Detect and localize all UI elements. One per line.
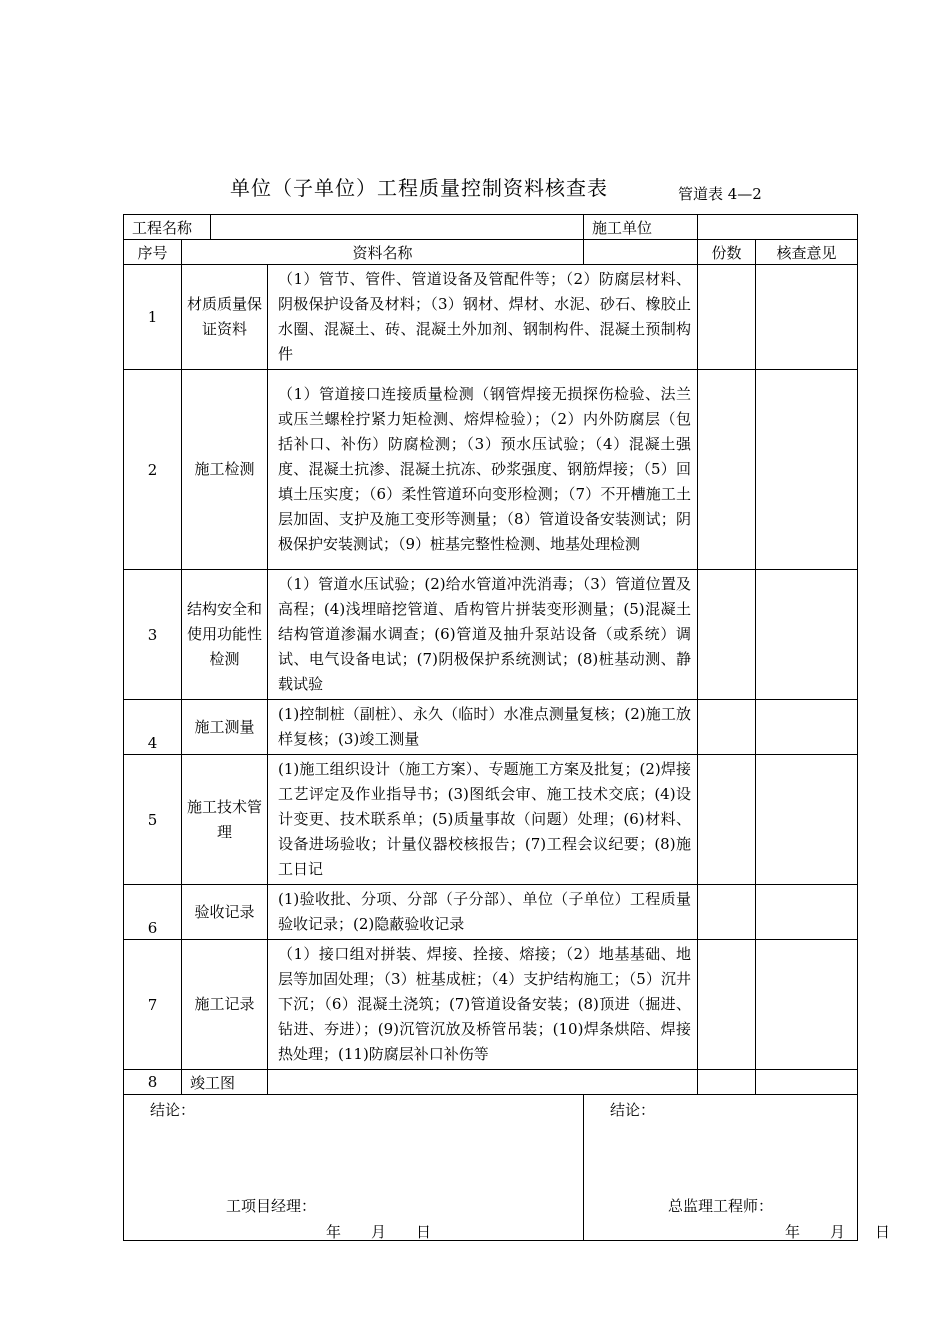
col-header-name: 资料名称 — [182, 240, 584, 265]
table-row — [124, 265, 858, 370]
row-category: 施工检测 — [182, 370, 268, 570]
row-copies[interactable] — [698, 700, 756, 755]
column-header-row — [124, 240, 858, 265]
row-copies[interactable] — [698, 755, 756, 885]
row-category: 施工记录 — [182, 940, 268, 1070]
row-copies[interactable] — [698, 885, 756, 940]
row-opinion[interactable] — [756, 370, 858, 570]
row-content: （1）接口组对拼装、焊接、拴接、熔接；（2）地基基础、地层等加固处理；（3）桩基成桩；（4）支护结构施工；（5）沉井下沉；（6）混凝土浇筑；(7)管道设备安装；(8)顶进（掘进、钻进、夯进）；(9)沉管沉放及桥管吊装；(10)焊条烘陪、焊接热处理；(11)防腐层补口补伤等 — [268, 940, 698, 1070]
row-number: 1 — [124, 265, 182, 370]
row-opinion[interactable] — [756, 940, 858, 1070]
row-category: 竣工图 — [182, 1070, 268, 1095]
row-number: 7 — [124, 940, 182, 1070]
row-number: 3 — [124, 570, 182, 700]
row-copies[interactable] — [698, 1070, 756, 1095]
contractor-date-label: 年 月 日 — [326, 1223, 432, 1241]
row-opinion[interactable] — [756, 700, 858, 755]
chief-supervisor-label: 总监理工程师： — [668, 1197, 774, 1215]
row-content: (1)控制桩（副桩）、永久（临时）水准点测量复核；(2)施工放样复核；(3)竣工测量 — [268, 700, 698, 755]
row-number: 4 — [124, 700, 182, 755]
row-category: 施工技术管理 — [182, 755, 268, 885]
supervisor-conclusion-label: 结论： — [610, 1101, 656, 1119]
row-category: 结构安全和使用功能性检测 — [182, 570, 268, 700]
row-opinion[interactable] — [756, 1070, 858, 1095]
contractor-label: 施工单位 — [584, 215, 698, 240]
signature-row — [124, 1095, 858, 1241]
table-row — [124, 940, 858, 1070]
row-copies[interactable] — [698, 265, 756, 370]
row-number: 6 — [124, 885, 182, 940]
row-category: 施工测量 — [182, 700, 268, 755]
col-header-copies: 份数 — [698, 240, 756, 265]
col-header-opinion: 核查意见 — [756, 240, 858, 265]
form-code: 管道表 4—2 — [678, 185, 762, 203]
row-opinion[interactable] — [756, 885, 858, 940]
row-content: （1）管道水压试验；(2)给水管道冲洗消毒；（3）管道位置及高程；(4)浅埋暗挖管道、盾构管片拼装变形测量；(5)混凝土结构管道渗漏水调查；(6)管道及抽升泵站设备（或系统）调试、电气设备电试；(7)阴极保护系统测试；(8)桩基动测、静载试验 — [268, 570, 698, 700]
row-content: （1）管道接口连接质量检测（钢管焊接无损探伤检验、法兰或压兰螺栓拧紧力矩检测、熔焊检验）；（2）内外防腐层（包括补口、补伤）防腐检测；（3）预水压试验；（4）混凝土强度、混凝土抗渗、混凝土抗冻、砂浆强度、钢筋焊接；（5）回填土压实度；（6）柔性管道环向变形检测；（7）不开槽施工土层加固、支护及施工变形等测量；（8）管道设备安装测试；阴极保护安装测试；（9）桩基完整性检测、地基处理检测 — [268, 370, 698, 570]
project-manager-label: 工项目经理： — [226, 1197, 317, 1215]
row-opinion[interactable] — [756, 755, 858, 885]
row-content: (1)验收批、分项、分部（子分部）、单位（子单位）工程质量验收记录；(2)隐蔽验收记录 — [268, 885, 698, 940]
table-row — [124, 885, 858, 940]
row-number: 5 — [124, 755, 182, 885]
row-content: (1)施工组织设计（施工方案）、专题施工方案及批复；(2)焊接工艺评定及作业指导书；(3)图纸会审、施工技术交底；(4)设计变更、技术联系单；(5)质量事故（问题）处理；(6)材料、设备进场验收；计量仪器校核报告；(7)工程会议纪要；(8)施工日记 — [268, 755, 698, 885]
row-copies[interactable] — [698, 570, 756, 700]
row-number: 2 — [124, 370, 182, 570]
row-copies[interactable] — [698, 940, 756, 1070]
row-number: 8 — [124, 1070, 182, 1095]
project-name-label: 工程名称 — [124, 215, 211, 240]
page-title: 单位（子单位）工程质量控制资料核查表 — [230, 176, 608, 200]
contractor-conclusion-label: 结论： — [150, 1101, 196, 1119]
contractor-signature-block[interactable] — [124, 1095, 584, 1241]
col-header-name-tail — [584, 240, 698, 265]
inspection-table — [123, 214, 891, 1241]
supervisor-date-label: 年 月 日 — [785, 1223, 891, 1241]
row-copies[interactable] — [698, 370, 756, 570]
row-category: 材质质量保证资料 — [182, 265, 268, 370]
row-opinion[interactable] — [756, 570, 858, 700]
table-row — [124, 700, 858, 755]
table-row — [124, 570, 858, 700]
contractor-field[interactable] — [698, 215, 858, 240]
supervisor-signature-block[interactable] — [584, 1095, 891, 1241]
project-name-field[interactable] — [211, 215, 584, 240]
row-content: （1）管节、管件、管道设备及管配件等；（2）防腐层材料、阴极保护设备及材料；（3）钢材、焊材、水泥、砂石、橡胶止水圈、混凝土、砖、混凝土外加剂、钢制构件、混凝土预制构件 — [268, 265, 698, 370]
table-row — [124, 370, 858, 570]
table-row — [124, 755, 858, 885]
row-content — [268, 1070, 698, 1095]
row-opinion[interactable] — [756, 265, 858, 370]
col-header-no: 序号 — [124, 240, 182, 265]
table-row — [124, 1070, 858, 1095]
info-row — [124, 215, 858, 240]
row-category: 验收记录 — [182, 885, 268, 940]
